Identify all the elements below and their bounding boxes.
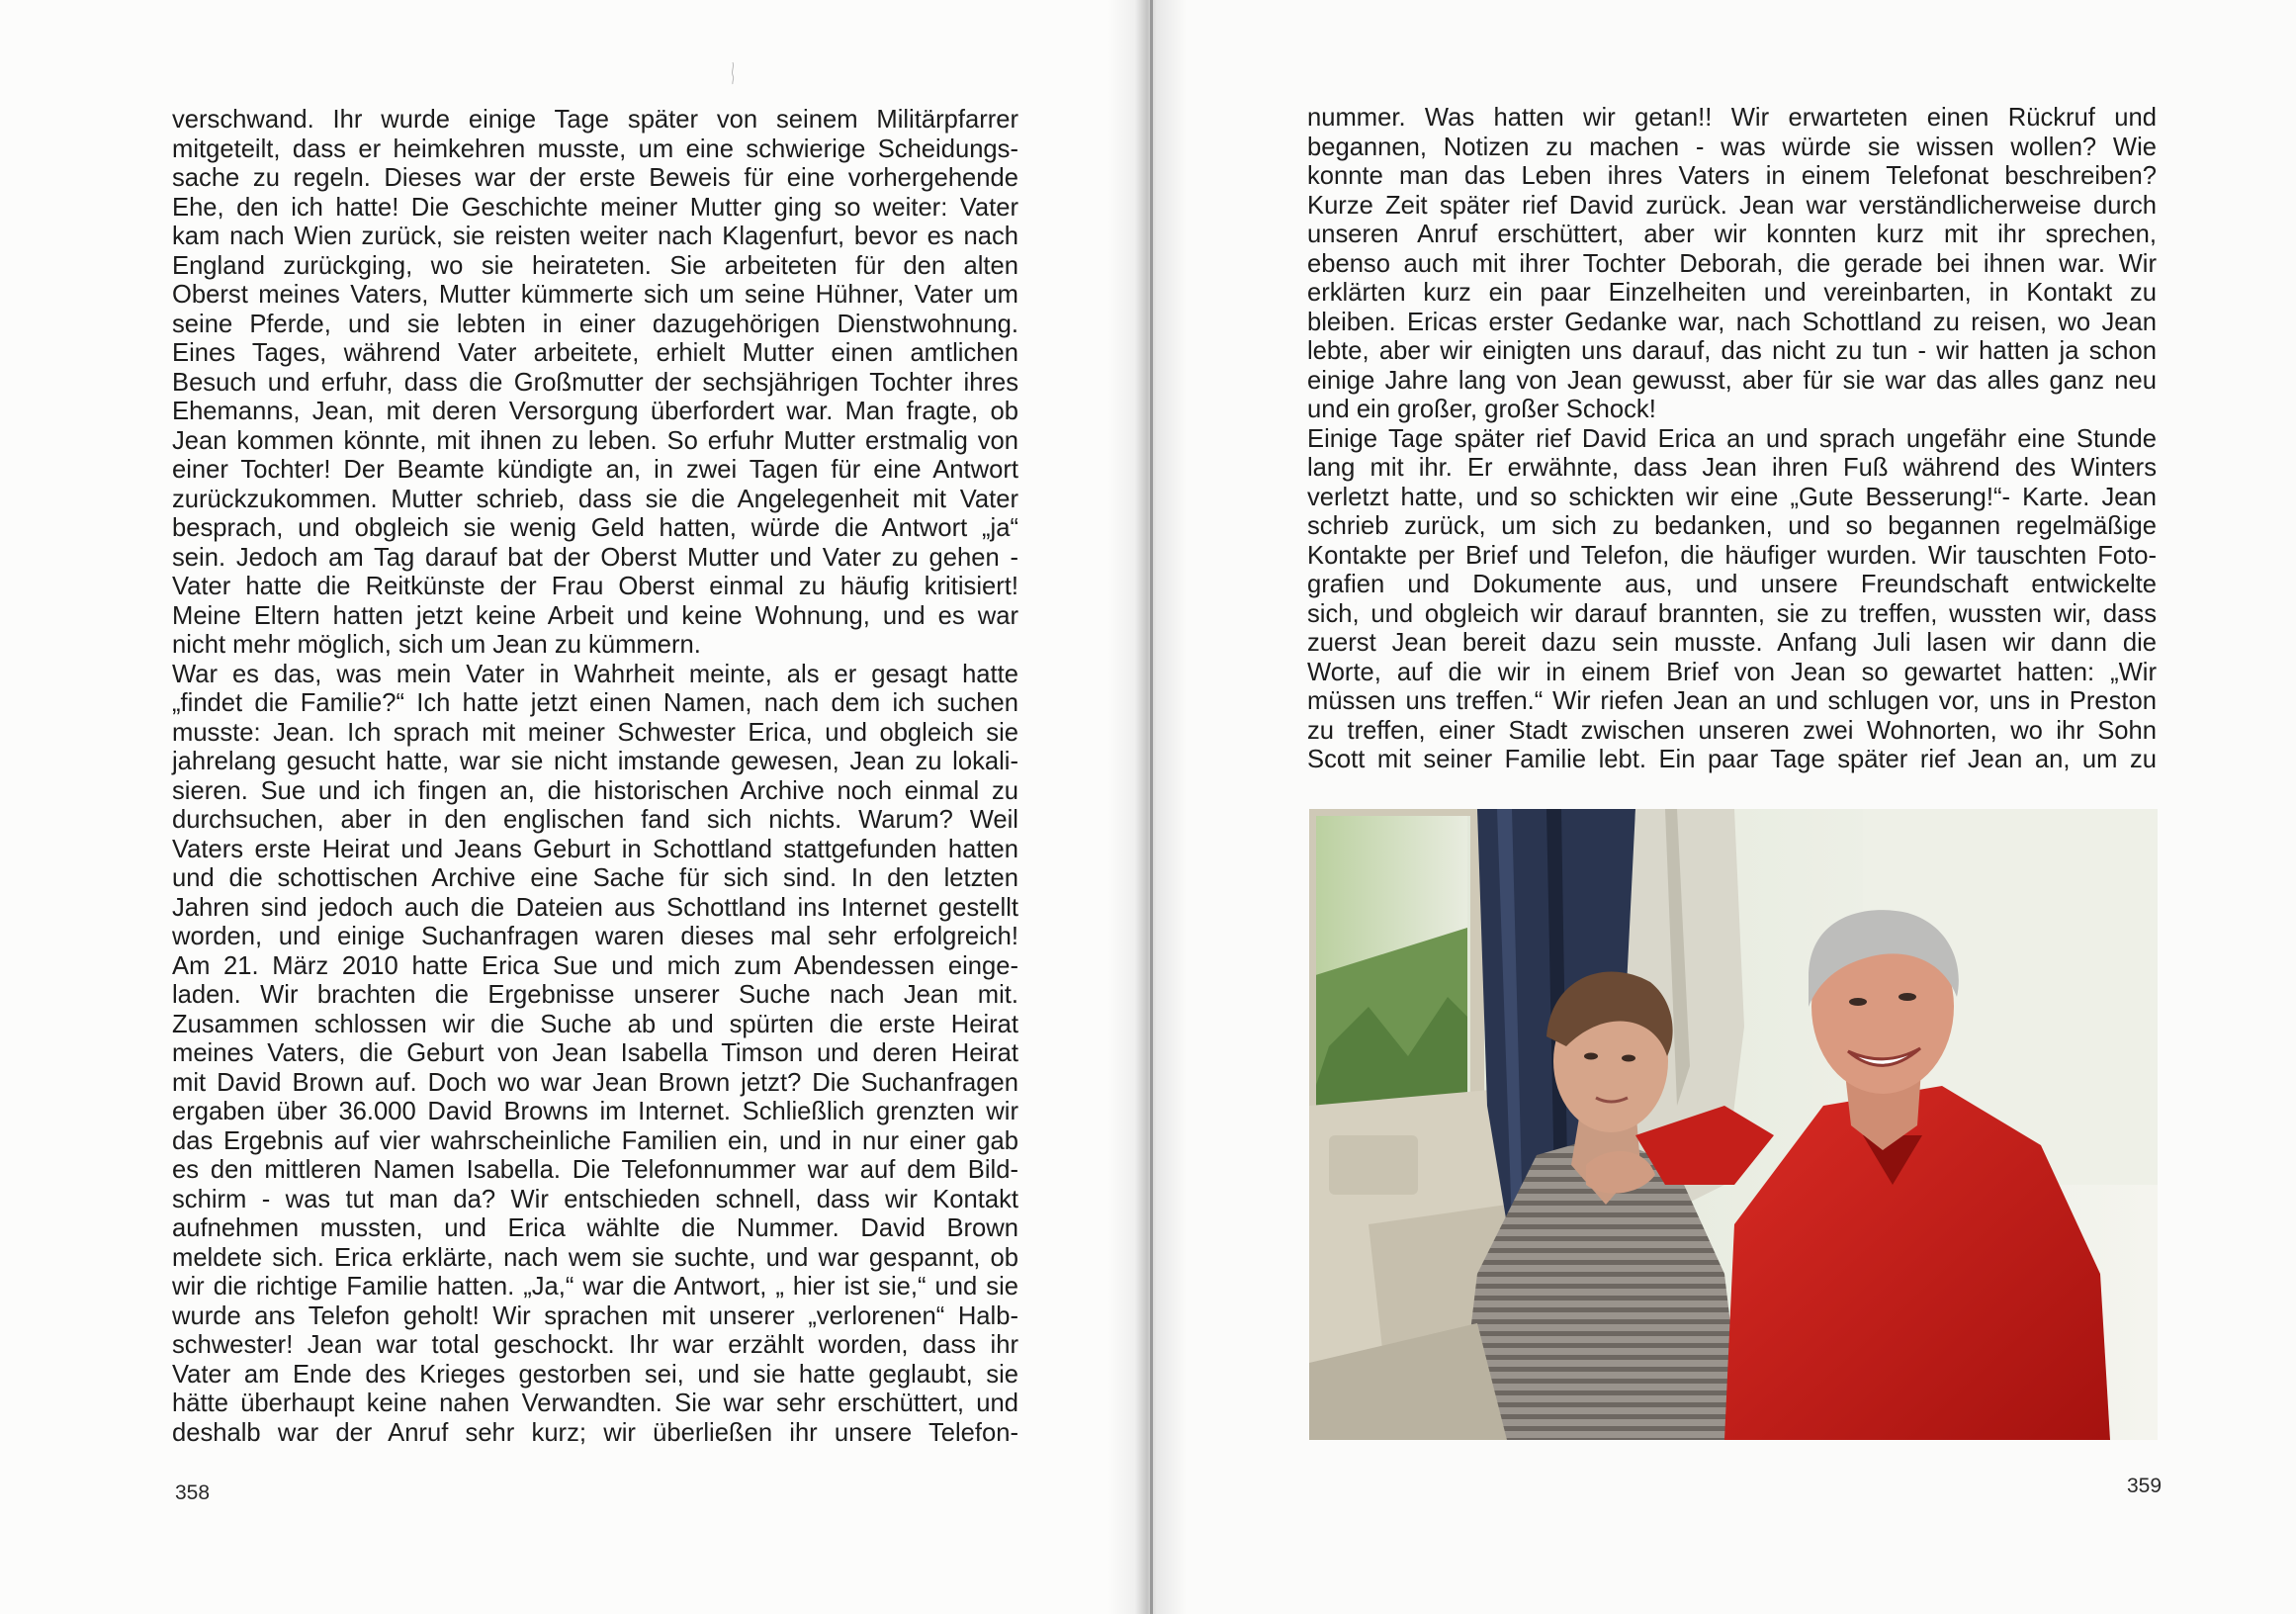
text-line: schirm - was tut man da? Wir entschieden schnell, dass wir Kontakt (172, 1185, 1018, 1213)
text-line: grafien und Dokumente aus, und unsere Freundschaft entwickelte (1307, 571, 2157, 598)
text-line: nummer. Was hatten wir getan!! Wir erwarteten einen Rückruf und (1307, 104, 2157, 132)
text-line: zu treffen, einer Stadt zwischen unseren zwei Wohnorten, wo ihr Sohn (1307, 716, 2157, 745)
text-line: bleiben. Ericas erster Gedanke war, nach Schottland zu reisen, wo Jean (1307, 308, 2157, 336)
text-line: England zurückging, wo sie heirateten. Sie arbeiteten für den alten (172, 251, 1018, 280)
family-photo (1309, 809, 2158, 1440)
book-gutter-line (1150, 0, 1153, 1614)
text-line: deshalb war der Anruf sehr kurz; wir überließen ihr unsere Telefon- (172, 1418, 1018, 1447)
left-page-body-text (172, 106, 1018, 1448)
text-line: erklärten kurz ein paar Einzelheiten und vereinbarten, in Kontakt zu (1307, 279, 2157, 307)
text-line: meldete sich. Erica erklärte, nach wem sie suchte, und war gespannt, ob (172, 1243, 1018, 1272)
text-line: War es das, was mein Vater in Wahrheit meinte, als er gesagt hatte (172, 660, 1018, 688)
text-line: sein. Jedoch am Tag darauf bat der Oberst Mutter und Vater zu gehen - (172, 543, 1018, 572)
text-line: Vaters erste Heirat und Jeans Geburt in Schottland stattgefunden hatten (172, 835, 1018, 863)
text-line: meines Vaters, die Geburt von Jean Isabella Timson und deren Heirat (172, 1039, 1018, 1067)
text-line: durchsuchen, aber in den englischen fand sich nichts. Warum? Weil (172, 806, 1018, 834)
text-line: schwester! Jean war total geschockt. Ihr war erzählt worden, dass ihr (172, 1331, 1018, 1359)
text-line: Ehemanns, Jean, mit deren Versorgung überfordert war. Man fragte, ob (172, 398, 1018, 425)
right-page-body-text (1307, 104, 2157, 775)
text-line: kam nach Wien zurück, sie reisten weiter nach Klagenfurt, bevor es nach (172, 223, 1018, 250)
text-line: Meine Eltern hatten jetzt keine Arbeit und keine Wohnung, und es war (172, 601, 1018, 630)
book-gutter-shadow (1107, 0, 1187, 1614)
text-line: begannen, Notizen zu machen - was würde sie wissen wollen? Wie (1307, 133, 2157, 161)
text-line: unseren Anruf erschüttert, aber wir konnten kurz mit ihr sprechen, (1307, 221, 2157, 248)
text-line: mitgeteilt, dass er heimkehren musste, um eine schwierige Scheidungs- (172, 134, 1018, 163)
text-line: „findet die Familie?“ Ich hatte jetzt einen Namen, nach dem ich suchen (172, 689, 1018, 717)
text-line: seine Pferde, und sie lebten in einer dazugehörigen Dienstwohnung. (172, 310, 1018, 338)
text-line: Jahren sind jedoch auch die Dateien aus Schottland ins Internet gestellt (172, 893, 1018, 922)
right-page (1147, 0, 2296, 1614)
text-line: sache zu regeln. Dieses war der erste Beweis für eine vorhergehende (172, 164, 1018, 192)
left-page (0, 0, 1147, 1614)
text-line: Kontakte per Brief und Telefon, die häufiger wurden. Wir tauschten Foto- (1307, 541, 2157, 570)
text-line: verletzt hatte, und so schickten wir eine „Gute Besserung!“- Karte. Jean (1307, 483, 2157, 511)
text-line: konnte man das Leben ihres Vaters in einem Telefonat beschreiben? (1307, 162, 2157, 190)
text-line: müssen uns treffen.“ Wir riefen Jean an und schlugen vor, uns in Preston (1307, 687, 2157, 715)
text-line: Am 21. März 2010 hatte Erica Sue und mich zum Abendessen einge- (172, 951, 1018, 980)
text-line: lebte, aber wir einigten uns darauf, das nicht zu tun - wir hatten ja schon (1307, 337, 2157, 365)
text-line: Einige Tage später rief David Erica an und sprach ungefähr eine Stunde (1307, 424, 2157, 453)
text-line: zuerst Jean bereit dazu sein musste. Anfang Juli lasen wir dann die (1307, 629, 2157, 657)
text-line: ebenso auch mit ihrer Tochter Deborah, die gerade bei ihnen war. Wir (1307, 249, 2157, 278)
text-line: Scott mit seiner Familie lebt. Ein paar Tage später rief Jean an, um zu (1307, 746, 2157, 773)
text-line: nicht mehr möglich, sich um Jean zu kümmern. (172, 631, 701, 659)
text-line: es den mittleren Namen Isabella. Die Telefonnummer war auf dem Bild- (172, 1156, 1018, 1184)
text-line: Worte, auf die wir in einem Brief von Jean so gewartet hatten: „Wir (1307, 658, 2157, 686)
text-line: Oberst meines Vaters, Mutter kümmerte sich um seine Hühner, Vater um (172, 281, 1018, 309)
text-line: ergaben über 36.000 David Browns im Internet. Schließlich grenzten wir (172, 1098, 1018, 1125)
text-line: und ein großer, großer Schock! (1307, 396, 1656, 423)
paper-mark-icon (730, 61, 736, 85)
text-line: jahrelang gesucht hatte, war sie nicht imstande gewesen, Jean zu lokali- (172, 748, 1018, 775)
text-line: zurückzukommen. Mutter schrieb, dass sie die Angelegenheit mit Vater (172, 485, 1018, 513)
text-line: Eines Tages, während Vater arbeitete, erhielt Mutter einen amtlichen (172, 339, 1018, 367)
text-line: besprach, und obgleich sie wenig Geld hatten, würde die Antwort „ja“ (172, 514, 1018, 542)
text-line: wurde ans Telefon geholt! Wir sprachen mit unserer „verlorenen“ Halb- (172, 1301, 1018, 1330)
text-line: worden, und einige Suchanfragen waren dieses mal sehr erfolgreich! (172, 923, 1018, 950)
text-line: einige Jahre lang von Jean gewusst, aber für sie war das alles ganz neu (1307, 366, 2157, 395)
text-line: Ehe, den ich hatte! Die Geschichte meiner Mutter ging so weiter: Vater (172, 193, 1018, 222)
text-line: mit David Brown auf. Doch wo war Jean Brown jetzt? Die Suchanfragen (172, 1068, 1018, 1097)
text-line: verschwand. Ihr wurde einige Tage später von seinem Militärpfarrer (172, 106, 1018, 134)
text-line: Vater hatte die Reitkünste der Frau Oberst einmal zu häufig kritisiert! (172, 573, 1018, 600)
text-line: Besuch und erfuhr, dass die Großmutter der sechsjährigen Tochter ihres (172, 368, 1018, 397)
text-line: laden. Wir brachten die Ergebnisse unserer Suche nach Jean mit. (172, 981, 1018, 1009)
text-line: Kurze Zeit später rief David zurück. Jean war verständlicherweise durch (1307, 191, 2157, 220)
family-photo-image (1309, 809, 2158, 1440)
text-line: und die schottischen Archive eine Sache für sich sind. In den letzten (172, 864, 1018, 892)
text-line: sich, und obgleich wir darauf brannten, sie zu treffen, wussten wir, dass (1307, 599, 2157, 628)
text-line: Jean kommen könnte, mit ihnen zu leben. So erfuhr Mutter erstmalig von (172, 426, 1018, 455)
page-number-right: 359 (2127, 1475, 2163, 1497)
text-line: sieren. Sue und ich fingen an, die historischen Archive noch einmal zu (172, 776, 1018, 805)
page-number-left: 358 (175, 1481, 211, 1504)
text-line: lang mit ihr. Er erwähnte, dass Jean ihren Fuß während des Winters (1307, 454, 2157, 482)
text-line: musste: Jean. Ich sprach mit meiner Schwester Erica, und obgleich sie (172, 718, 1018, 747)
text-line: Vater am Ende des Krieges gestorben sei, und sie hatte geglaubt, sie (172, 1360, 1018, 1389)
text-line: hätte überhaupt keine nahen Verwandten. Sie war sehr erschüttert, und (172, 1390, 1018, 1417)
text-line: Zusammen schlossen wir die Suche ab und spürten die erste Heirat (172, 1010, 1018, 1038)
text-line: schrieb zurück, um sich zu bedanken, und so begannen regelmäßige (1307, 512, 2157, 540)
text-line: aufnehmen mussten, und Erica wählte die Nummer. David Brown (172, 1214, 1018, 1242)
text-line: einer Tochter! Der Beamte kündigte an, in zwei Tagen für eine Antwort (172, 456, 1018, 484)
text-line: wir die richtige Familie hatten. „Ja,“ war die Antwort, „ hier ist sie,“ und sie (172, 1273, 1018, 1300)
text-line: das Ergebnis auf vier wahrscheinliche Familien ein, und in nur einer gab (172, 1126, 1018, 1155)
